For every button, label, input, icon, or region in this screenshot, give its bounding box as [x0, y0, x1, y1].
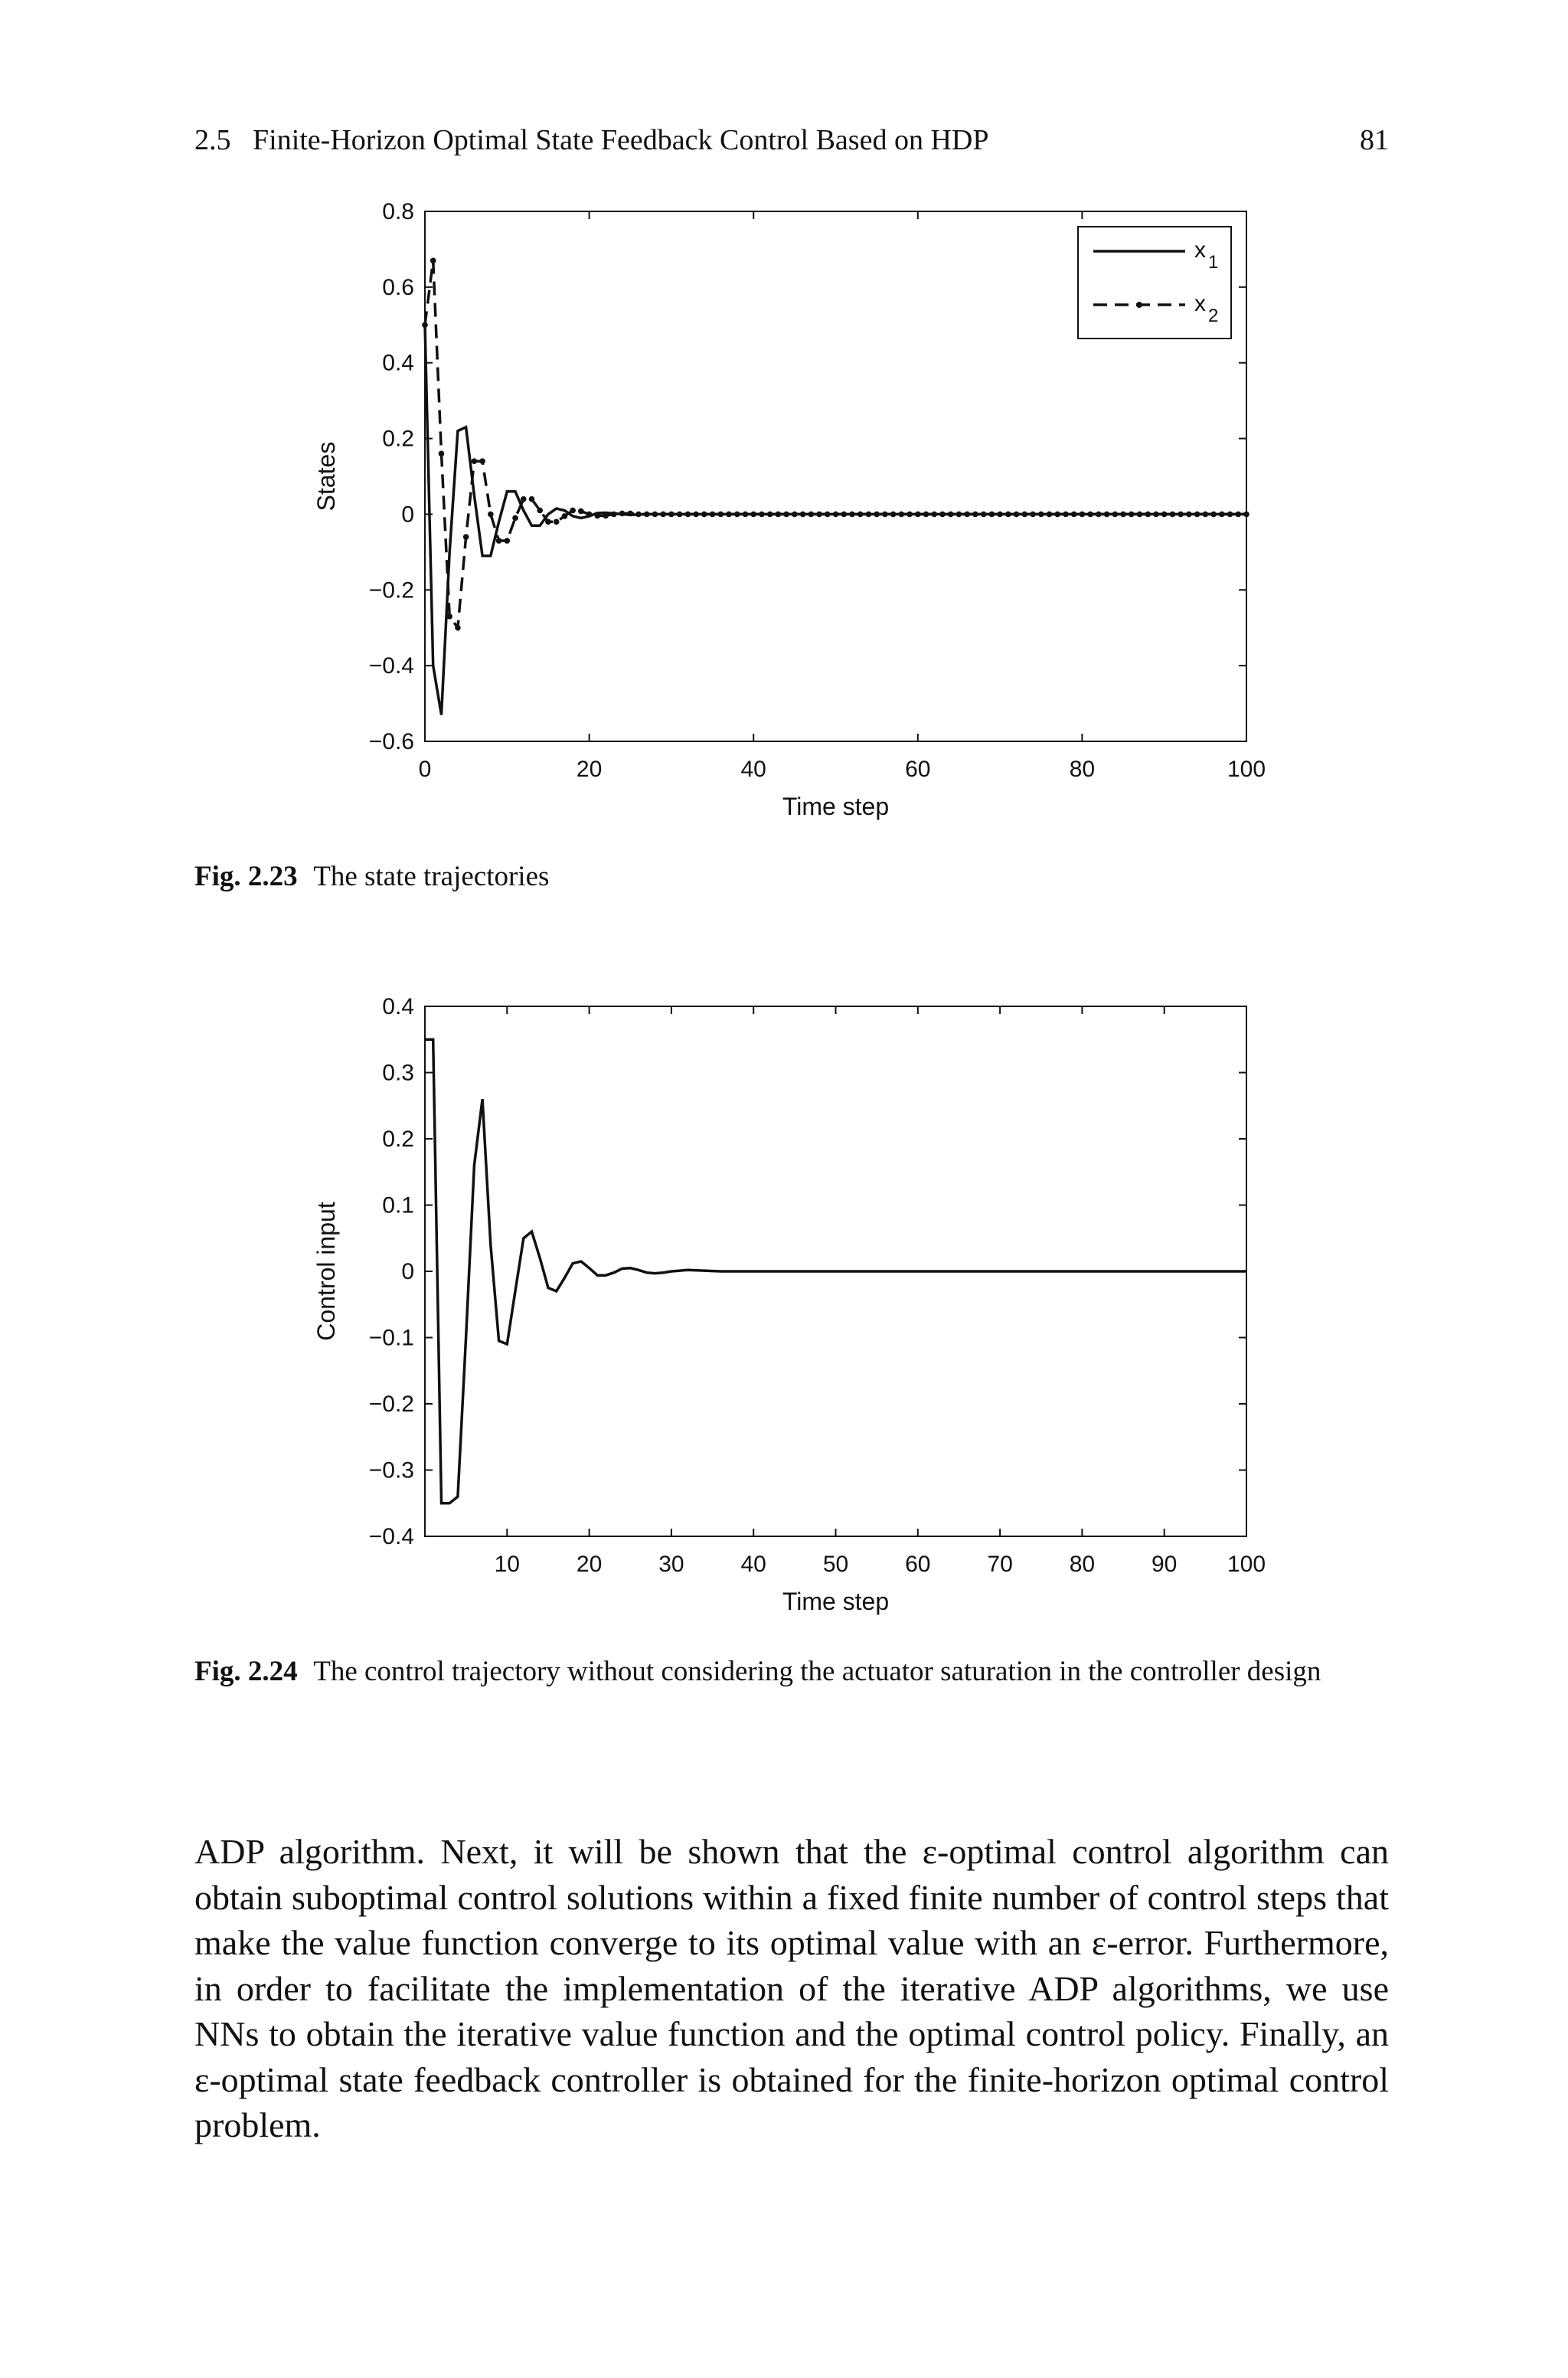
series-point [1161, 512, 1168, 518]
series-point [997, 512, 1003, 518]
series-point [734, 512, 740, 518]
series-point [578, 509, 584, 515]
series-point [1153, 512, 1159, 518]
series-point [668, 512, 675, 518]
caption-text: The state trajectories [313, 861, 550, 892]
series-point [825, 512, 831, 518]
series-point [570, 508, 576, 514]
series-point [1210, 512, 1217, 518]
series-point [931, 512, 937, 518]
series-point [923, 512, 929, 518]
series-point [554, 519, 560, 525]
series-point [808, 512, 815, 518]
series-point [1243, 512, 1250, 518]
series-point [603, 513, 609, 519]
series-point [422, 322, 428, 328]
series-point [939, 512, 946, 518]
series-point [915, 512, 921, 518]
legend-label: x [1194, 237, 1206, 263]
x-tick-label: 100 [1227, 1552, 1266, 1577]
series-point [750, 512, 756, 518]
x-tick-label: 70 [987, 1552, 1013, 1577]
y-tick-label: 0 [401, 502, 414, 528]
y-tick-label: −0.6 [368, 729, 414, 754]
y-tick-label: 0.8 [382, 199, 414, 224]
series-point [948, 512, 954, 518]
x-tick-label: 40 [740, 757, 766, 782]
series-point [866, 512, 872, 518]
paragraph-text: ADP algorithm. Next, it will be shown that the ε-optimal control algorithm can obtain suboptimal control solutions within a fixed finite number of control steps that make the value function converge to its optimal value with an ε-error. Furthermore, in order to facilitate the implementation of the iterative ADP algorithms, we use NNs to obtain the iterative value function and the optimal control policy. Finally, an ε-optimal state feedback controller is obtained for the finite-horizon optimal control problem. [194, 1832, 1389, 2144]
y-tick-label: 0.1 [382, 1192, 414, 1218]
series-point [512, 515, 518, 522]
y-tick-label: 0.2 [382, 426, 414, 452]
series-point [1235, 512, 1241, 518]
legend-label: x [1194, 291, 1206, 316]
series-point [956, 512, 962, 518]
series-point [1038, 512, 1044, 518]
series-point [496, 538, 502, 544]
series-point [710, 512, 716, 518]
series-point [644, 512, 650, 518]
series-point [849, 512, 855, 518]
y-tick-label: 0.4 [382, 994, 414, 1019]
series-point [882, 512, 888, 518]
y-tick-label: −0.3 [368, 1457, 414, 1483]
series-point [529, 496, 535, 502]
series-point [858, 512, 864, 518]
x-tick-label: 10 [494, 1552, 520, 1577]
series-point [906, 512, 913, 518]
figure-caption-2 [194, 1654, 1389, 1689]
series-point [1030, 512, 1036, 518]
y-tick-label: −0.4 [368, 653, 414, 679]
x-axis-label: Time step [782, 793, 890, 820]
series-point [701, 512, 707, 518]
series-point [455, 625, 461, 631]
series-point [743, 512, 749, 518]
series-point [1005, 512, 1011, 518]
series-point [677, 512, 683, 518]
series-point [816, 512, 822, 518]
y-tick-label: −0.1 [368, 1325, 414, 1351]
series-point [1054, 512, 1060, 518]
y-tick-label: 0.6 [382, 274, 414, 300]
series-point [652, 512, 658, 518]
y-tick-label: 0.4 [382, 350, 414, 376]
series-point [792, 512, 798, 518]
y-tick-label: −0.2 [368, 577, 414, 603]
series-point [586, 512, 593, 518]
series-point [874, 512, 880, 518]
series-point [1047, 512, 1053, 518]
series-point [521, 496, 527, 502]
series-point [619, 511, 626, 517]
series-point [505, 538, 511, 544]
x-tick-label: 80 [1069, 757, 1096, 782]
legend-subscript: 1 [1208, 252, 1219, 273]
figure-caption-1 [194, 859, 1389, 895]
series-point [783, 512, 789, 518]
series-point [1219, 512, 1225, 518]
series-point [981, 512, 987, 518]
series-point [1112, 512, 1119, 518]
series-point [430, 257, 436, 263]
series-point [1170, 512, 1176, 518]
series-point [635, 512, 642, 518]
series-point [611, 512, 617, 518]
series-point [693, 512, 699, 518]
running-head [194, 121, 1389, 159]
figure-control-trajectory [0, 988, 1568, 1631]
series-point [1227, 512, 1233, 518]
series-point [989, 512, 995, 518]
y-tick-label: 0 [401, 1259, 414, 1284]
series-point [1129, 512, 1135, 518]
series-point [890, 512, 897, 518]
x-tick-label: 30 [658, 1552, 684, 1577]
series-point [1203, 512, 1209, 518]
y-tick-label: 0.3 [382, 1060, 414, 1086]
x-tick-label: 80 [1069, 1552, 1096, 1577]
section-title: 2.5 Finite-Horizon Optimal State Feedback Control Based on HDP [194, 124, 989, 156]
series-point [1120, 512, 1126, 518]
series-point [1080, 512, 1086, 518]
legend-marker [1136, 302, 1142, 308]
series-point [1063, 512, 1069, 518]
series-point [1178, 512, 1184, 518]
figure-state-trajectories [0, 191, 1568, 850]
series-point [1021, 512, 1027, 518]
y-tick-label: −0.2 [368, 1392, 414, 1417]
x-tick-label: 60 [905, 1552, 931, 1577]
series-point [463, 534, 469, 540]
y-tick-label: −0.4 [368, 1524, 414, 1549]
x-axis-label: Time step [782, 1588, 890, 1615]
series-point [1071, 512, 1077, 518]
series-point [717, 512, 724, 518]
series-point [627, 511, 633, 517]
x-tick-label: 20 [576, 1552, 603, 1577]
body-paragraph [194, 1829, 1389, 2148]
series-point [964, 512, 970, 518]
y-axis-label: Control input [312, 1202, 340, 1341]
series-line-1 [425, 1039, 1246, 1503]
series-point [660, 512, 666, 518]
x-tick-label: 50 [822, 1552, 849, 1577]
caption-label: Fig. 2.23 [194, 861, 298, 892]
series-point [899, 512, 905, 518]
series-point [562, 513, 568, 519]
series-point [537, 508, 543, 514]
series-point [767, 512, 773, 518]
series-point [472, 458, 478, 464]
series-point [1145, 512, 1151, 518]
series-point [1194, 512, 1200, 518]
series-point [759, 512, 765, 518]
series-point [1014, 512, 1020, 518]
series-point [841, 512, 847, 518]
series-point [488, 512, 494, 518]
series-point [545, 519, 551, 525]
series-point [446, 613, 452, 620]
x-tick-label: 0 [418, 757, 432, 782]
series-point [1104, 512, 1110, 518]
series-point [1186, 512, 1192, 518]
page-number: 81 [1360, 124, 1389, 156]
legend-subscript: 2 [1208, 306, 1219, 326]
series-point [479, 458, 485, 464]
x-tick-label: 20 [576, 757, 603, 782]
y-axis-label: States [312, 441, 340, 512]
series-point [833, 512, 839, 518]
x-tick-label: 90 [1152, 1552, 1178, 1577]
series-point [776, 512, 782, 518]
x-tick-label: 60 [905, 757, 931, 782]
series-point [1096, 512, 1102, 518]
x-tick-label: 100 [1227, 757, 1266, 782]
series-point [595, 513, 601, 519]
series-point [439, 451, 445, 457]
series-point [1087, 512, 1093, 518]
series-point [800, 512, 806, 518]
series-point [1137, 512, 1143, 518]
series-point [972, 512, 978, 518]
series-point [726, 512, 732, 518]
x-tick-label: 40 [740, 1552, 766, 1577]
series-point [685, 512, 691, 518]
caption-text: The control trajectory without considering the actuator saturation in the controller design [313, 1656, 1321, 1687]
y-tick-label: 0.2 [382, 1127, 414, 1152]
caption-label: Fig. 2.24 [194, 1656, 298, 1687]
